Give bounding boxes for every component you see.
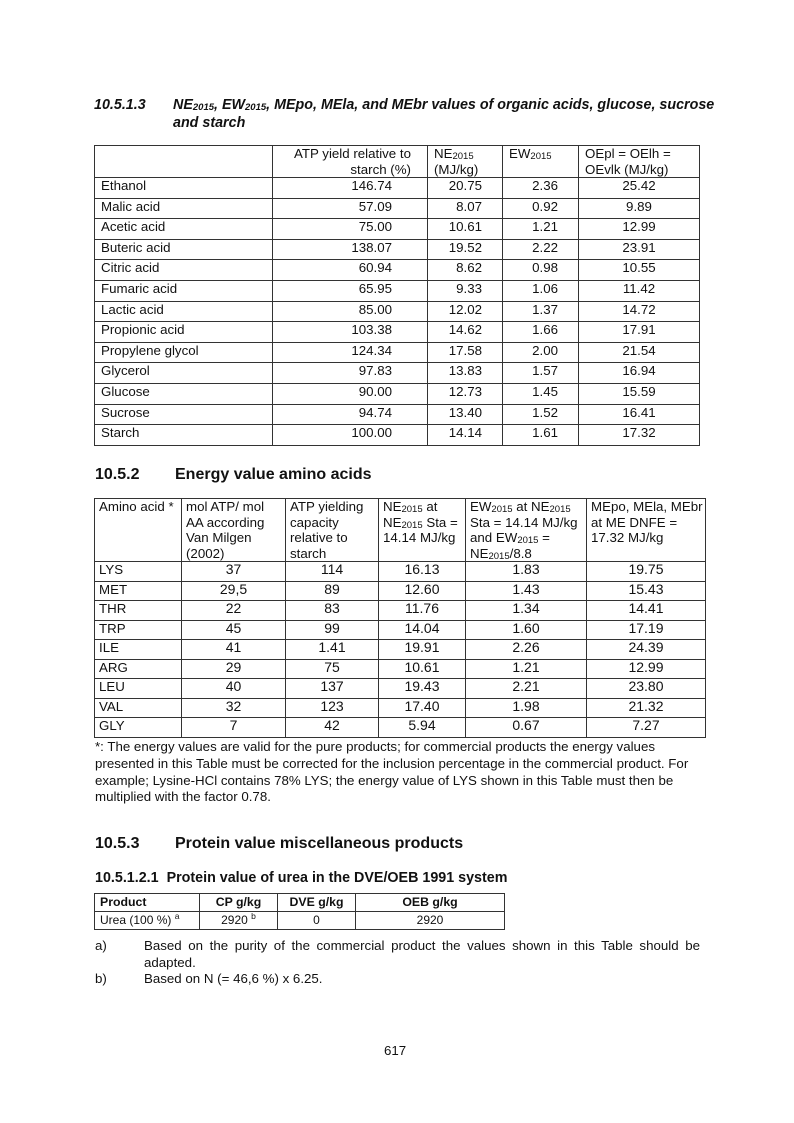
subscript: 2015	[245, 102, 267, 113]
value-cell: 22	[182, 601, 286, 621]
value-cell: 10.55	[579, 260, 700, 281]
value-cell: 11.42	[579, 280, 700, 301]
header-cell: OEpl = OElh = OEvlk (MJ/kg)	[579, 146, 700, 178]
value-cell: 2.22	[503, 239, 579, 260]
note-text: Based on the purity of the commercial product the values shown in this Table should be adapted.	[144, 938, 700, 970]
value-cell: 16.94	[579, 363, 700, 384]
value-cell: 114	[286, 562, 379, 582]
subscript: 2015	[401, 504, 423, 515]
section-number: 10.5.3	[95, 835, 140, 852]
value-cell: 7.27	[587, 718, 706, 738]
value-cell: 19.91	[379, 640, 466, 660]
amino-acid-label: ARG	[95, 659, 182, 679]
value-cell: 14.72	[579, 301, 700, 322]
amino-acid-label: ILE	[95, 640, 182, 660]
section-title: Protein value miscellaneous products	[175, 835, 464, 852]
value-cell: 10.61	[379, 659, 466, 679]
table-row	[95, 679, 706, 699]
table-row	[95, 219, 700, 240]
table-row	[95, 640, 706, 660]
table-row	[95, 178, 700, 199]
table-row	[95, 239, 700, 260]
value-cell: 29	[182, 659, 286, 679]
row-label: Lactic acid	[95, 301, 273, 322]
cell-dve: 0	[278, 912, 356, 930]
section-number: 10.5.2	[95, 466, 140, 483]
header-cell: ATP yield relative to starch (%)	[273, 146, 428, 178]
value-cell: 16.41	[579, 404, 700, 425]
value-cell: 10.61	[428, 219, 503, 240]
cp-value: 2920	[221, 913, 248, 927]
value-cell: 100.00	[273, 425, 428, 446]
table-row	[95, 198, 700, 219]
section-title: Protein value of urea in the DVE/OEB 1991 system	[166, 870, 508, 886]
value-cell: 83	[286, 601, 379, 621]
value-cell: 29,5	[182, 581, 286, 601]
row-label: Starch	[95, 425, 273, 446]
row-label: Propionic acid	[95, 322, 273, 343]
value-cell: 14.41	[587, 601, 706, 621]
table-note-b	[95, 971, 705, 989]
value-cell: 16.13	[379, 562, 466, 582]
amino-acid-label: MET	[95, 581, 182, 601]
value-cell: 1.34	[466, 601, 587, 621]
value-cell: 137	[286, 679, 379, 699]
value-cell: 12.99	[579, 219, 700, 240]
value-cell: 12.02	[428, 301, 503, 322]
row-label: Buteric acid	[95, 239, 273, 260]
note-label: b)	[95, 971, 107, 986]
header-cell	[95, 146, 273, 178]
value-cell: 1.57	[503, 363, 579, 384]
header-oeb: OEB g/kg	[356, 894, 505, 912]
note-ref-a: a	[174, 911, 180, 921]
value-cell: 1.41	[286, 640, 379, 660]
subscript: 2015	[192, 102, 215, 113]
row-label: Glycerol	[95, 363, 273, 384]
section-title: Energy value amino acids	[175, 466, 372, 483]
value-cell: 75	[286, 659, 379, 679]
value-cell: 13.40	[428, 404, 503, 425]
row-label: Glucose	[95, 383, 273, 404]
table-row	[95, 601, 706, 621]
subscript: 2015	[549, 504, 571, 515]
value-cell: 17.19	[587, 620, 706, 640]
value-cell: 14.62	[428, 322, 503, 343]
value-cell: 99	[286, 620, 379, 640]
row-label: Citric acid	[95, 260, 273, 281]
table-row	[95, 260, 700, 281]
value-cell: 1.61	[503, 425, 579, 446]
value-cell: 14.04	[379, 620, 466, 640]
value-cell: 2.21	[466, 679, 587, 699]
header-product: Product	[95, 894, 200, 912]
section-heading-10-5-1-3	[94, 96, 714, 136]
subscript: 2015	[517, 535, 539, 546]
subscript: 2015	[530, 151, 552, 162]
value-cell: 5.94	[379, 718, 466, 738]
table-row	[95, 698, 706, 718]
value-cell: 19.75	[587, 562, 706, 582]
section-heading-10-5-1-2-1	[95, 869, 507, 887]
subscript: 2015	[452, 151, 474, 162]
value-cell: 23.91	[579, 239, 700, 260]
value-cell: 8.62	[428, 260, 503, 281]
table-row	[95, 404, 700, 425]
row-label: Fumaric acid	[95, 280, 273, 301]
value-cell: 1.43	[466, 581, 587, 601]
value-cell: 14.14	[428, 425, 503, 446]
value-cell: 1.21	[503, 219, 579, 240]
value-cell: 1.66	[503, 322, 579, 343]
value-cell: 2.26	[466, 640, 587, 660]
header-cell: $NE_{2015}$ (MJ/kg)	[428, 146, 503, 178]
value-cell: 12.99	[587, 659, 706, 679]
value-cell: 24.39	[587, 640, 706, 660]
value-cell: 9.89	[579, 198, 700, 219]
amino-acid-label: VAL	[95, 698, 182, 718]
table-header-row	[95, 499, 706, 562]
row-label: Ethanol	[95, 178, 273, 199]
header-cell: ATP yielding capacity relative to starch	[286, 499, 379, 562]
amino-acid-label: THR	[95, 601, 182, 621]
value-cell: 9.33	[428, 280, 503, 301]
value-cell: 138.07	[273, 239, 428, 260]
header-cp: CP g/kg	[200, 894, 278, 912]
value-cell: 12.60	[379, 581, 466, 601]
value-cell: 1.98	[466, 698, 587, 718]
value-cell: 37	[182, 562, 286, 582]
value-cell: 41	[182, 640, 286, 660]
value-cell: 2.00	[503, 342, 579, 363]
section-title: $NE_{2015}$, $EW_{2015}$, MEpo, MEla, and MEbr values of organic acids, glucose, sucrose and starch	[173, 97, 715, 131]
table-row	[95, 301, 700, 322]
table-row	[95, 322, 700, 343]
value-cell: 25.42	[579, 178, 700, 199]
header-dve: DVE g/kg	[278, 894, 356, 912]
header-cell: $EW_{2015}$	[503, 146, 579, 178]
value-cell: 21.54	[579, 342, 700, 363]
value-cell: 45	[182, 620, 286, 640]
value-cell: 17.32	[579, 425, 700, 446]
value-cell: 20.75	[428, 178, 503, 199]
subscript: 2015	[401, 519, 423, 531]
value-cell: 2.36	[503, 178, 579, 199]
value-cell: 1.37	[503, 301, 579, 322]
note-label: a)	[95, 938, 107, 953]
value-cell: 40	[182, 679, 286, 699]
value-cell: 7	[182, 718, 286, 738]
value-cell: 42	[286, 718, 379, 738]
product-name: Urea (100 %)	[100, 913, 172, 927]
page-number: 617	[384, 1043, 407, 1058]
value-cell: 1.06	[503, 280, 579, 301]
value-cell: 0.98	[503, 260, 579, 281]
header-cell: mol ATP/ mol AA according Van Milgen (2002)	[182, 499, 286, 562]
note-text: Based on N (= 46,6 %) x 6.25.	[144, 971, 323, 986]
value-cell: 8.07	[428, 198, 503, 219]
value-cell: 17.40	[379, 698, 466, 718]
section-heading-10-5-2	[95, 465, 695, 487]
value-cell: 146.74	[273, 178, 428, 199]
value-cell: 19.43	[379, 679, 466, 699]
table-row	[95, 581, 706, 601]
value-cell: 1.21	[466, 659, 587, 679]
value-cell: 65.95	[273, 280, 428, 301]
table-row	[95, 562, 706, 582]
header-cell: MEpo, MEla, MEbr at ME DNFE = 17.32 MJ/kg	[587, 499, 706, 562]
value-cell: 15.59	[579, 383, 700, 404]
table-header-row	[95, 894, 505, 912]
cell-oeb: 2920	[356, 912, 505, 930]
organic-acids-energy-table	[94, 145, 700, 446]
header-cell: Amino acid *	[95, 499, 182, 562]
table-row	[95, 280, 700, 301]
value-cell: 12.73	[428, 383, 503, 404]
value-cell: 1.83	[466, 562, 587, 582]
value-cell: 0.92	[503, 198, 579, 219]
value-cell: 15.43	[587, 581, 706, 601]
table-row	[95, 659, 706, 679]
table-row	[95, 383, 700, 404]
amino-acids-footnote: *: The energy values are valid for the pure products; for commercial products the energy values presented in this Table must be corrected for the inclusion percentage in the commercial product. For example; Lysine-HCl contains 78% LYS; the energy value of LYS shown in this Table must then be multiplied with the factor 0.78.	[95, 739, 689, 805]
amino-acid-label: LYS	[95, 562, 182, 582]
value-cell: 1.45	[503, 383, 579, 404]
row-label: Malic acid	[95, 198, 273, 219]
table-row	[95, 620, 706, 640]
note-ref-b: b	[251, 911, 256, 921]
row-label: Acetic acid	[95, 219, 273, 240]
amino-acid-label: GLY	[95, 718, 182, 738]
section-number: 10.5.1.2.1	[95, 870, 159, 886]
value-cell: 94.74	[273, 404, 428, 425]
value-cell: 1.60	[466, 620, 587, 640]
subscript: 2015	[491, 504, 513, 515]
amino-acid-label: LEU	[95, 679, 182, 699]
value-cell: 60.94	[273, 260, 428, 281]
value-cell: 11.76	[379, 601, 466, 621]
value-cell: 13.83	[428, 363, 503, 384]
table-row	[95, 912, 505, 930]
value-cell: 0.67	[466, 718, 587, 738]
subscript: 2015	[488, 550, 510, 562]
amino-acid-label: TRP	[95, 620, 182, 640]
value-cell: 57.09	[273, 198, 428, 219]
section-heading-10-5-3	[95, 834, 695, 856]
value-cell: 32	[182, 698, 286, 718]
value-cell: 89	[286, 581, 379, 601]
table-header-row	[95, 146, 700, 178]
value-cell: 23.80	[587, 679, 706, 699]
value-cell: 75.00	[273, 219, 428, 240]
value-cell: 103.38	[273, 322, 428, 343]
table-row	[95, 363, 700, 384]
value-cell: 124.34	[273, 342, 428, 363]
urea-protein-table	[94, 893, 505, 930]
section-number: 10.5.1.3	[94, 97, 146, 113]
value-cell: 17.91	[579, 322, 700, 343]
row-label: Sucrose	[95, 404, 273, 425]
header-cell: $EW_{2015}$ at $NE_{2015}$ Sta = 14.14 MJ/kg and $EW_{2015} = NE_{2015}/8.8$	[466, 499, 587, 562]
header-cell: $NE_{2015}$ at $NE_{2015}$ Sta = 14.14 MJ/kg	[379, 499, 466, 562]
value-cell: 19.52	[428, 239, 503, 260]
value-cell: 1.52	[503, 404, 579, 425]
amino-acids-energy-table	[94, 498, 706, 738]
value-cell: 17.58	[428, 342, 503, 363]
cell-product	[95, 912, 200, 930]
row-label: Propylene glycol	[95, 342, 273, 363]
value-cell: 123	[286, 698, 379, 718]
value-cell: 97.83	[273, 363, 428, 384]
value-cell: 21.32	[587, 698, 706, 718]
table-row	[95, 718, 706, 738]
value-cell: 85.00	[273, 301, 428, 322]
table-note-a	[95, 938, 705, 972]
cell-cp	[200, 912, 278, 930]
value-cell: 90.00	[273, 383, 428, 404]
table-row	[95, 342, 700, 363]
table-row	[95, 425, 700, 446]
